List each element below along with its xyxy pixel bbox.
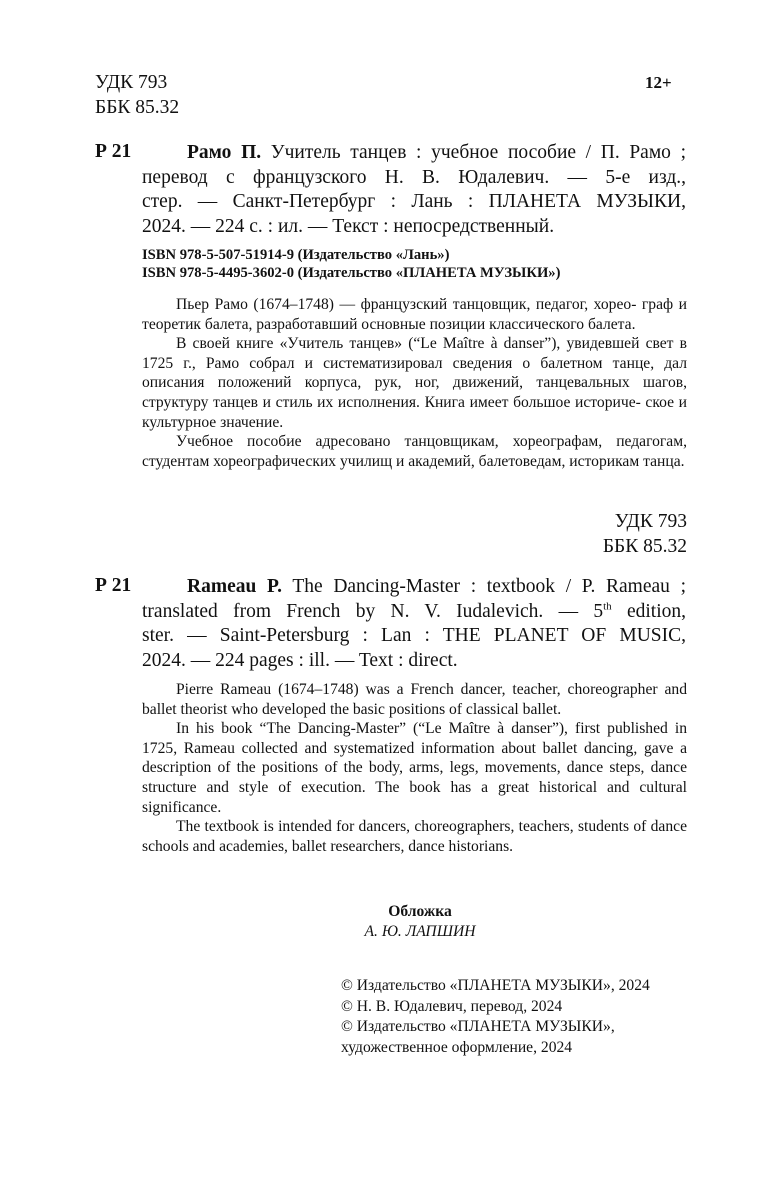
en-abstract-paragraph: In his book “The Dancing-Master” (“Le Maître à danser”), first published in 1725, Rameau collected and systematized information about ballet dancing, gave a description of the positions of the body, arms, legs, movements, dance steps, dance structure and style of execution. The book has a great historical and cultural significance. xyxy=(142,720,687,816)
en-line2-end: edition, xyxy=(611,600,686,622)
age-rating: 12+ xyxy=(645,73,672,92)
ru-abstract-paragraph: Пьер Рамо (1674–1748) — французский танцовщик, педагог, хорео- граф и теоретик балета, разработавший основные позиции классического балета. xyxy=(142,296,687,333)
header-classification xyxy=(95,71,179,120)
ru-catalog-code: Р 21 xyxy=(95,141,132,162)
ru-classification xyxy=(540,510,687,559)
ru-udk: УДК 793 xyxy=(614,511,687,532)
isbn-2: ISBN 978-5-4495-3602-0 (Издательство «ПЛАНЕТА МУЗЫКИ») xyxy=(142,265,561,282)
en-author: Rameau P. xyxy=(187,576,282,597)
en-catalog-entry xyxy=(142,575,686,673)
ru-entry-line-1 xyxy=(142,141,686,166)
header-bbk: ББК 85.32 xyxy=(95,96,180,118)
header-udk: УДК 793 xyxy=(95,72,168,93)
en-abstract-paragraph: The textbook is intended for dancers, choreographers, teachers, students of dance schools and academies, ballet researchers, dance historians. xyxy=(142,818,687,855)
en-title: The Dancing-Master : textbook / P. Rameau ; xyxy=(292,576,686,597)
copyright-line: © Издательство «ПЛАНЕТА МУЗЫКИ», xyxy=(341,1018,615,1036)
ru-abstract-paragraph: Учебное пособие адресовано танцовщикам, хореографам, педагогам, студентам хореографических училищ и академий, балетоведам, историкам танца. xyxy=(142,433,687,470)
copyright-line: © Издательство «ПЛАНЕТА МУЗЫКИ», 2024 xyxy=(341,977,650,994)
cover-label: Обложка xyxy=(388,903,452,920)
ru-abstract-paragraph: В своей книге «Учитель танцев» (“Le Maître à danser”), увидевшей свет в 1725 г., Рамо собрал и систематизировал сведения о балетном танце, дал описания положений корпуса, рук, ног, движений, танцевальных шагов, структуру танцев и стиль их исполнения. Книга имеет большое историче- ское и культурное значение. xyxy=(142,335,687,431)
ru-entry-line-2: перевод с французского Н. В. Юдалевич. — 5-е изд., xyxy=(142,166,686,188)
en-catalog-code: Р 21 xyxy=(95,575,132,596)
copyright-block xyxy=(341,976,650,1058)
cover-artist: А. Ю. ЛАПШИН xyxy=(364,923,476,940)
ru-bbk: ББК 85.32 xyxy=(602,535,687,557)
en-entry-line-4: 2024. — 224 pages : ill. — Text : direct. xyxy=(142,649,458,671)
isbn-block xyxy=(142,246,560,283)
en-abstract-paragraph: Pierre Rameau (1674–1748) was a French dancer, teacher, choreographer and ballet theorist who developed the basic positions of classical ballet. xyxy=(142,681,687,718)
en-line2-text: translated from French by N. V. Iudalevich. — 5 xyxy=(142,600,604,622)
ru-entry-line-4: 2024. — 224 с. : ил. — Текст : непосредственный. xyxy=(142,215,555,237)
isbn-1: ISBN 978-5-507-51914-9 (Издательство «Лань») xyxy=(142,247,450,263)
ru-author: Рамо П. xyxy=(187,142,262,163)
copyright-line: художественное оформление, 2024 xyxy=(341,1038,573,1056)
ru-entry-line-3: стер. — Санкт-Петербург : Лань : ПЛАНЕТА МУЗЫКИ, xyxy=(142,191,686,212)
cover-credit xyxy=(340,902,500,942)
ru-title: Учитель танцев : учебное пособие / П. Рамо ; xyxy=(270,142,686,163)
en-entry-line-3: ster. — Saint-Petersburg : Lan : THE PLANET OF MUSIC, xyxy=(142,625,686,646)
copyright-line: © Н. В. Юдалевич, перевод, 2024 xyxy=(341,997,563,1015)
en-entry-line-2 xyxy=(142,600,686,625)
en-edition-suffix: th xyxy=(603,600,612,612)
ru-catalog-entry xyxy=(142,141,686,239)
ru-abstract xyxy=(142,295,687,471)
en-abstract xyxy=(142,680,687,856)
en-entry-line-1 xyxy=(142,575,686,600)
